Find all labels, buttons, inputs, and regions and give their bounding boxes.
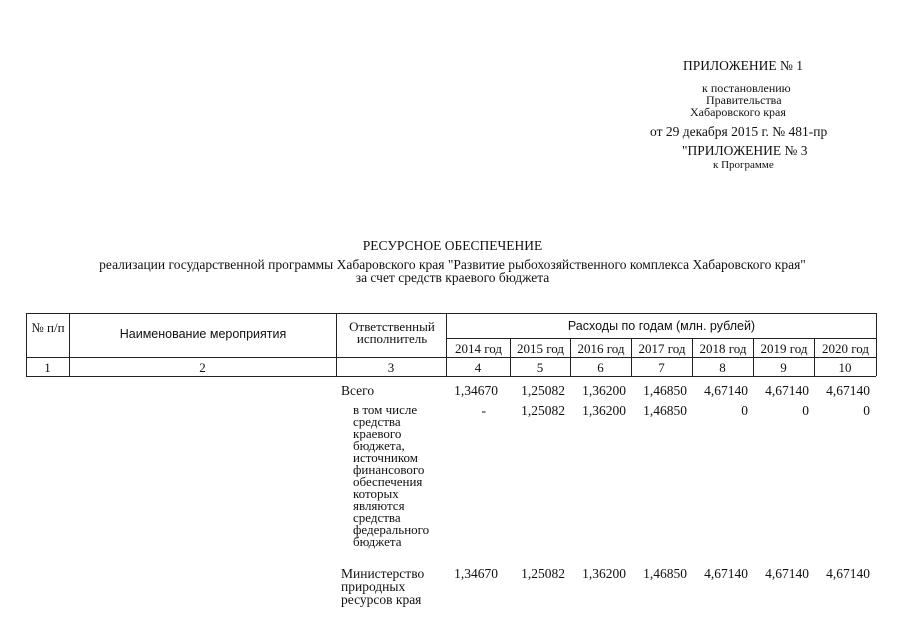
header-executor: Ответственный исполнитель <box>349 319 435 346</box>
header-year-2017: 2017 год <box>638 341 686 356</box>
header-year-2018: 2018 год <box>699 341 747 356</box>
row-executor: Министерство природных ресурсов края <box>341 566 425 607</box>
row-value-2016: 1,36200 <box>582 383 626 398</box>
header-num: № п/п <box>31 320 65 335</box>
column-number-2: 2 <box>199 360 206 375</box>
document-subtitle-line-1: реализации государственной программы Хабаровского края "Развитие рыбохозяйственного комплекса Хабаровского края" <box>99 257 806 272</box>
header-year-2014: 2014 год <box>455 341 502 356</box>
column-number-6: 6 <box>597 360 604 375</box>
row-value-2014: 1,34670 <box>454 566 498 581</box>
row-value-2015: 1,25082 <box>521 566 565 581</box>
row-value-2020: 4,67140 <box>826 566 870 581</box>
column-number-7: 7 <box>658 360 665 375</box>
row-value-2017: 1,46850 <box>643 403 687 418</box>
appendix-line-1: к постановлению <box>702 81 791 95</box>
header-year-2015: 2015 год <box>517 341 564 356</box>
row-value-2015: 1,25082 <box>521 383 565 398</box>
table-rule-header-bottom <box>26 357 876 358</box>
column-number-4: 4 <box>474 360 482 375</box>
header-expenses: Расходы по годам (млн. рублей) <box>567 319 756 333</box>
row-executor: в том числе средства краевого бюджета, источником финансового обеспечения которых являются средства федерального бюджета <box>353 402 430 549</box>
row-value-2017: 1,46850 <box>643 566 687 581</box>
row-value-2014: - <box>481 403 486 418</box>
appendix-line-6: к Программе <box>713 159 774 171</box>
row-value-2019: 4,67140 <box>765 383 809 398</box>
row-value-2020: 4,67140 <box>826 383 870 398</box>
table-rule-colnums-bottom <box>26 376 876 377</box>
column-number-3: 3 <box>387 360 395 375</box>
appendix-line-2: Правительства <box>706 93 782 107</box>
row-executor: Всего <box>341 383 375 398</box>
header-name: Наименование мероприятия <box>119 327 287 341</box>
appendix-line-4: от 29 декабря 2015 г. № 481-пр <box>650 124 828 139</box>
column-number-9: 9 <box>780 360 787 375</box>
appendix-line-3: Хабаровского края <box>690 105 786 119</box>
row-value-2018: 4,67140 <box>704 566 748 581</box>
header-year-2016: 2016 год <box>577 341 625 356</box>
column-number-10: 10 <box>838 360 852 375</box>
appendix-title: ПРИЛОЖЕНИЕ № 1 <box>683 58 804 73</box>
appendix-line-5: "ПРИЛОЖЕНИЕ № 3 <box>682 143 808 158</box>
row-value-2019: 0 <box>802 403 809 418</box>
row-value-2015: 1,25082 <box>521 403 565 418</box>
row-value-2017: 1,46850 <box>643 383 687 398</box>
table-rule-top <box>26 313 876 314</box>
row-value-2018: 4,67140 <box>704 383 748 398</box>
row-value-2019: 4,67140 <box>765 566 809 581</box>
row-value-2014: 1,34670 <box>454 383 498 398</box>
column-number-8: 8 <box>719 360 726 375</box>
row-value-2016: 1,36200 <box>582 566 626 581</box>
column-number-5: 5 <box>536 360 544 375</box>
column-number-1: 1 <box>44 360 51 375</box>
row-value-2016: 1,36200 <box>582 403 626 418</box>
header-year-2019: 2019 год <box>760 341 808 356</box>
row-value-2020: 0 <box>863 403 870 418</box>
row-value-2018: 0 <box>741 403 748 418</box>
document-title: РЕСУРСНОЕ ОБЕСПЕЧЕНИЕ <box>362 238 543 253</box>
table-rule-v10 <box>876 313 877 376</box>
document-subtitle-line-2: за счет средств краевого бюджета <box>355 270 550 285</box>
header-year-2020: 2020 год <box>822 341 869 356</box>
